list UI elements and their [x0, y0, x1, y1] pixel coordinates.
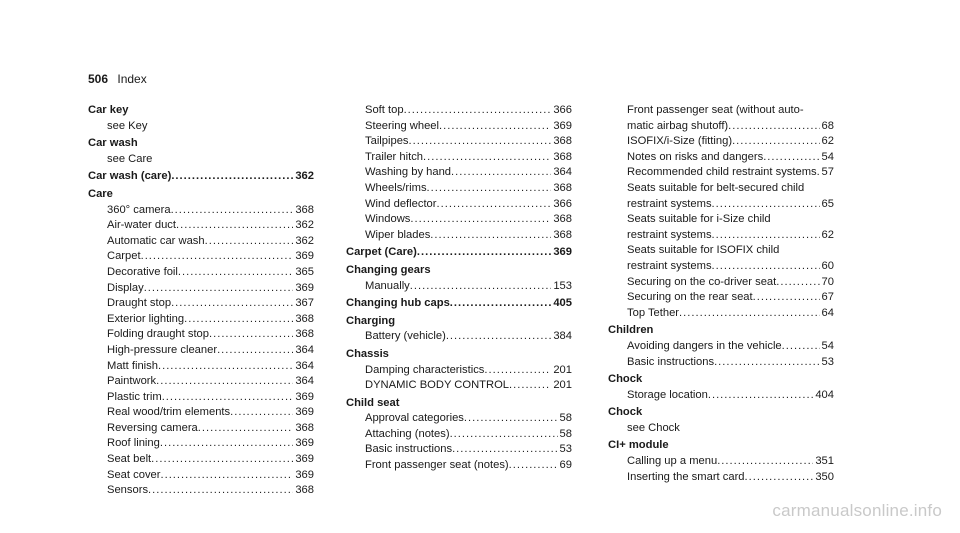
index-subentry [608, 243, 834, 259]
page-ref: 58 [559, 412, 572, 425]
dot-leader [446, 329, 552, 345]
page-ref: 404 [815, 388, 834, 401]
index-subentry [608, 470, 834, 486]
entry-text: restraint systems [627, 228, 712, 241]
index-subentry [346, 228, 572, 244]
dot-leader [679, 306, 820, 322]
index-subentry [88, 483, 314, 499]
page-ref: 62 [821, 228, 834, 241]
entry-text: ISOFIX/i-Size (fitting) [627, 135, 733, 148]
index-subentry [346, 212, 572, 228]
page-ref: 60 [821, 259, 834, 272]
index-subentry [88, 327, 314, 343]
index-subentry [346, 411, 572, 427]
dot-leader [141, 249, 294, 265]
entry-text: Decorative foil [107, 265, 178, 278]
entry-text: Seat cover [107, 468, 161, 481]
page-ref: 368 [295, 203, 314, 216]
index-subentry [608, 355, 834, 371]
entry-text: Real wood/trim elements [107, 406, 231, 419]
page-ref: 153 [553, 279, 572, 292]
entry-text: Steering wheel [365, 119, 440, 132]
index-subentry [608, 388, 834, 404]
page-ref: 384 [553, 330, 572, 343]
index-heading [88, 136, 314, 152]
dot-leader [712, 228, 820, 244]
page-ref: 57 [821, 166, 834, 179]
page-ref: 53 [821, 355, 834, 368]
index-subentry [346, 363, 572, 379]
index-subentry [346, 279, 572, 295]
index-subentry [88, 359, 314, 375]
dot-leader [171, 296, 293, 312]
index-subentry [608, 212, 834, 228]
entry-text: CI+ module [608, 439, 669, 452]
dot-leader [209, 327, 293, 343]
index-subentry [608, 290, 834, 306]
index-subentry [88, 374, 314, 390]
page-ref: 62 [821, 135, 834, 148]
entry-text: matic airbag shutoff) [627, 119, 729, 132]
dot-leader [151, 452, 293, 468]
index-subentry [88, 249, 314, 265]
page-ref: 369 [553, 246, 572, 259]
entry-text: Charging [346, 314, 396, 327]
entry-text: Chassis [346, 347, 389, 360]
index-subentry [346, 103, 572, 119]
watermark: carmanualsonline.info [772, 501, 942, 520]
dot-leader [410, 212, 551, 228]
index-heading [88, 169, 314, 185]
dot-leader [178, 265, 293, 281]
entry-text: Child seat [346, 396, 400, 409]
page-ref: 54 [821, 339, 834, 352]
entry-text: Basic instructions [627, 355, 715, 368]
page-ref: 65 [821, 197, 834, 210]
page-ref: 350 [815, 470, 834, 483]
entry-text: Chock [608, 406, 643, 419]
index-subentry [608, 228, 834, 244]
dot-leader [404, 103, 552, 119]
dot-leader [160, 436, 293, 452]
index-heading [608, 372, 834, 388]
index-subentry [608, 454, 834, 470]
dot-leader [732, 134, 819, 150]
entry-text: Top Tether [627, 306, 680, 319]
entry-text: Seats suitable for belt-secured child [627, 181, 805, 194]
index-subentry [88, 390, 314, 406]
entry-text: Changing gears [346, 263, 431, 276]
page-ref: 368 [553, 213, 572, 226]
index-subentry [346, 197, 572, 213]
page-ref: 369 [295, 468, 314, 481]
index-heading [346, 245, 572, 261]
dot-leader [452, 442, 557, 458]
dot-leader [184, 312, 293, 328]
page-ref: 369 [295, 406, 314, 419]
dot-leader [417, 245, 551, 261]
index-subentry [88, 281, 314, 297]
entry-text: Damping characteristics [365, 363, 485, 376]
index-subentry [346, 329, 572, 345]
index-subentry [608, 165, 834, 181]
dot-leader [728, 119, 819, 135]
dot-leader [171, 169, 293, 185]
entry-text: Attaching (notes) [365, 427, 450, 440]
page-ref: 369 [295, 250, 314, 263]
entry-text: Folding draught stop [107, 328, 209, 341]
dot-leader [205, 234, 294, 250]
dot-leader [776, 275, 819, 291]
entry-text: Carpet (Care) [346, 246, 417, 259]
entry-text: see Chock [627, 421, 680, 434]
entry-text: Storage location [627, 388, 708, 401]
page-ref: 369 [553, 119, 572, 132]
page-ref: 368 [553, 150, 572, 163]
index-heading [608, 323, 834, 339]
dot-leader [176, 218, 293, 234]
page-ref: 367 [295, 297, 314, 310]
dot-leader [217, 343, 293, 359]
index-subentry [88, 343, 314, 359]
page-ref: 368 [295, 421, 314, 434]
index-subentry [608, 275, 834, 291]
dot-leader [782, 339, 820, 355]
index-subentry [346, 181, 572, 197]
index-heading [346, 314, 572, 330]
index-subentry [346, 119, 572, 135]
dot-leader [509, 458, 558, 474]
entry-text: Draught stop [107, 297, 172, 310]
dot-leader [712, 197, 820, 213]
dot-leader [714, 355, 819, 371]
index-subentry [88, 203, 314, 219]
entry-text: Manually [365, 279, 410, 292]
dot-leader [148, 483, 293, 499]
entry-text: Changing hub caps [346, 297, 450, 310]
page-ref: 369 [295, 453, 314, 466]
dot-leader [430, 228, 551, 244]
entry-text: Wheels/rims [365, 181, 427, 194]
page-ref: 368 [295, 328, 314, 341]
page-ref: 364 [295, 375, 314, 388]
entry-text: Automatic car wash [107, 234, 205, 247]
entry-text: Seats suitable for i-Size child [627, 213, 771, 226]
page-ref: 64 [821, 306, 834, 319]
page-ref: 53 [559, 443, 572, 456]
page-ref: 364 [295, 359, 314, 372]
page-number: 506 [88, 72, 109, 86]
index-column-2 [346, 103, 572, 474]
entry-text: Front passenger seat (notes) [365, 459, 509, 472]
entry-text: Sensors [107, 484, 149, 497]
page-ref: 368 [553, 228, 572, 241]
entry-text: Display [107, 281, 144, 294]
index-subentry [346, 378, 572, 394]
index-subentry [88, 436, 314, 452]
page-ref: 68 [821, 119, 834, 132]
dot-leader [427, 181, 552, 197]
dot-leader [158, 359, 293, 375]
entry-text: 360° camera [107, 203, 171, 216]
entry-text: Notes on risks and dangers [627, 150, 764, 163]
index-subentry [608, 339, 834, 355]
index-subentry [608, 197, 834, 213]
entry-text: Wiper blades [365, 228, 431, 241]
dot-leader [230, 405, 293, 421]
entry-text: Securing on the rear seat [627, 291, 753, 304]
page-ref: 362 [295, 170, 314, 183]
index-subentry [88, 452, 314, 468]
dot-leader [484, 363, 551, 379]
dot-leader [437, 197, 552, 213]
entry-text: Wind deflector [365, 197, 437, 210]
entry-text: Approval categories [365, 412, 464, 425]
index-subentry [608, 134, 834, 150]
entry-text: Securing on the co-driver seat [627, 275, 777, 288]
page-ref: 70 [821, 275, 834, 288]
index-subentry [88, 265, 314, 281]
page-ref: 364 [553, 166, 572, 179]
page-ref: 405 [553, 297, 572, 310]
page-ref: 368 [295, 484, 314, 497]
index-subentry [608, 181, 834, 197]
entry-text: restraint systems [627, 197, 712, 210]
dot-leader [198, 421, 294, 437]
entry-text: Paintwork [107, 375, 157, 388]
entry-text: Car wash (care) [88, 170, 172, 183]
page-ref: 201 [553, 379, 572, 392]
entry-text: Tailpipes [365, 135, 409, 148]
page-ref: 351 [815, 455, 834, 468]
entry-text: DYNAMIC BODY CONTROL [365, 379, 510, 392]
dot-leader [712, 259, 820, 275]
page-ref: 201 [553, 363, 572, 376]
index-heading [346, 263, 572, 279]
index-column-1 [88, 103, 314, 499]
page-ref: 365 [295, 265, 314, 278]
index-subentry [88, 234, 314, 250]
entry-text: Inserting the smart card [627, 470, 745, 483]
page-header [88, 72, 147, 86]
index-subentry [608, 119, 834, 135]
dot-leader [763, 150, 819, 166]
index-subentry [608, 150, 834, 166]
dot-leader [409, 134, 552, 150]
entry-text: Care [88, 187, 113, 200]
entry-text: Reversing camera [107, 421, 198, 434]
dot-leader [451, 165, 551, 181]
index-subentry [88, 405, 314, 421]
entry-text: Recommended child restraint systems [627, 166, 817, 179]
dot-leader [745, 470, 814, 486]
page-ref: 362 [295, 219, 314, 232]
entry-text: Seat belt [107, 453, 152, 466]
dot-leader [171, 203, 294, 219]
entry-text: Soft top [365, 104, 404, 116]
entry-text: Air-water duct [107, 219, 177, 232]
index-subentry [88, 421, 314, 437]
page-ref: 67 [821, 291, 834, 304]
entry-text: Carpet [107, 250, 141, 263]
page-ref: 369 [295, 390, 314, 403]
entry-text: Windows [365, 213, 411, 226]
index-heading [346, 296, 572, 312]
index-heading [608, 438, 834, 454]
page-ref: 362 [295, 234, 314, 247]
page-ref: 369 [295, 281, 314, 294]
index-subentry [346, 150, 572, 166]
index-subentry [608, 259, 834, 275]
dot-leader [160, 468, 293, 484]
page-ref: 368 [553, 135, 572, 148]
dot-leader [450, 427, 558, 443]
entry-text: Front passenger seat (without auto- [627, 104, 804, 116]
dot-leader [439, 119, 551, 135]
index-heading [608, 405, 834, 421]
index-subentry [608, 306, 834, 322]
page-ref: 366 [553, 197, 572, 210]
page-ref: 364 [295, 343, 314, 356]
entry-text: see Care [107, 152, 153, 165]
page-ref: 54 [821, 150, 834, 163]
entry-text: Calling up a menu [627, 455, 718, 468]
index-subentry [88, 312, 314, 328]
index-subentry [88, 119, 314, 135]
page-ref: 69 [559, 459, 572, 472]
index-heading [88, 103, 314, 119]
page-ref: 368 [295, 312, 314, 325]
index-subentry [88, 296, 314, 312]
entry-text: restraint systems [627, 259, 712, 272]
dot-leader [717, 454, 813, 470]
page-ref: 366 [553, 104, 572, 116]
index-subentry [608, 103, 834, 119]
entry-text: Basic instructions [365, 443, 453, 456]
dot-leader [410, 279, 552, 295]
entry-text: Car wash [88, 137, 138, 150]
page-ref: 368 [553, 181, 572, 194]
index-subentry [346, 442, 572, 458]
index-subentry [346, 165, 572, 181]
entry-text: High-pressure cleaner [107, 343, 218, 356]
index-subentry [88, 152, 314, 168]
dot-leader [450, 296, 552, 312]
section-title: Index [117, 72, 147, 86]
dot-leader [509, 378, 551, 394]
index-subentry [346, 427, 572, 443]
entry-text: Battery (vehicle) [365, 330, 446, 343]
page-ref: 369 [295, 437, 314, 450]
index-heading [88, 187, 314, 203]
entry-text: Matt finish [107, 359, 158, 372]
entry-text: Car key [88, 104, 129, 116]
dot-leader [753, 290, 820, 306]
index-column-3 [608, 103, 834, 485]
entry-text: Roof lining [107, 437, 160, 450]
index-heading [346, 347, 572, 363]
index-subentry [346, 134, 572, 150]
entry-text: Children [608, 324, 654, 337]
entry-text: Washing by hand [365, 166, 452, 179]
index-heading [346, 396, 572, 412]
entry-text: Seats suitable for ISOFIX child [627, 244, 780, 257]
index-subentry [346, 458, 572, 474]
dot-leader [162, 390, 294, 406]
dot-leader [156, 374, 293, 390]
entry-text: Exterior lighting [107, 312, 185, 325]
entry-text: Avoiding dangers in the vehicle [627, 339, 782, 352]
index-subentry [608, 421, 834, 437]
dot-leader [464, 411, 558, 427]
dot-leader [708, 388, 813, 404]
index-subentry [88, 218, 314, 234]
index-subentry [88, 468, 314, 484]
dot-leader [423, 150, 551, 166]
dot-leader [144, 281, 294, 297]
page-ref: 58 [559, 427, 572, 440]
entry-text: Chock [608, 373, 643, 386]
entry-text: see Key [107, 119, 148, 132]
entry-text: Plastic trim [107, 390, 162, 403]
entry-text: Trailer hitch [365, 150, 424, 163]
